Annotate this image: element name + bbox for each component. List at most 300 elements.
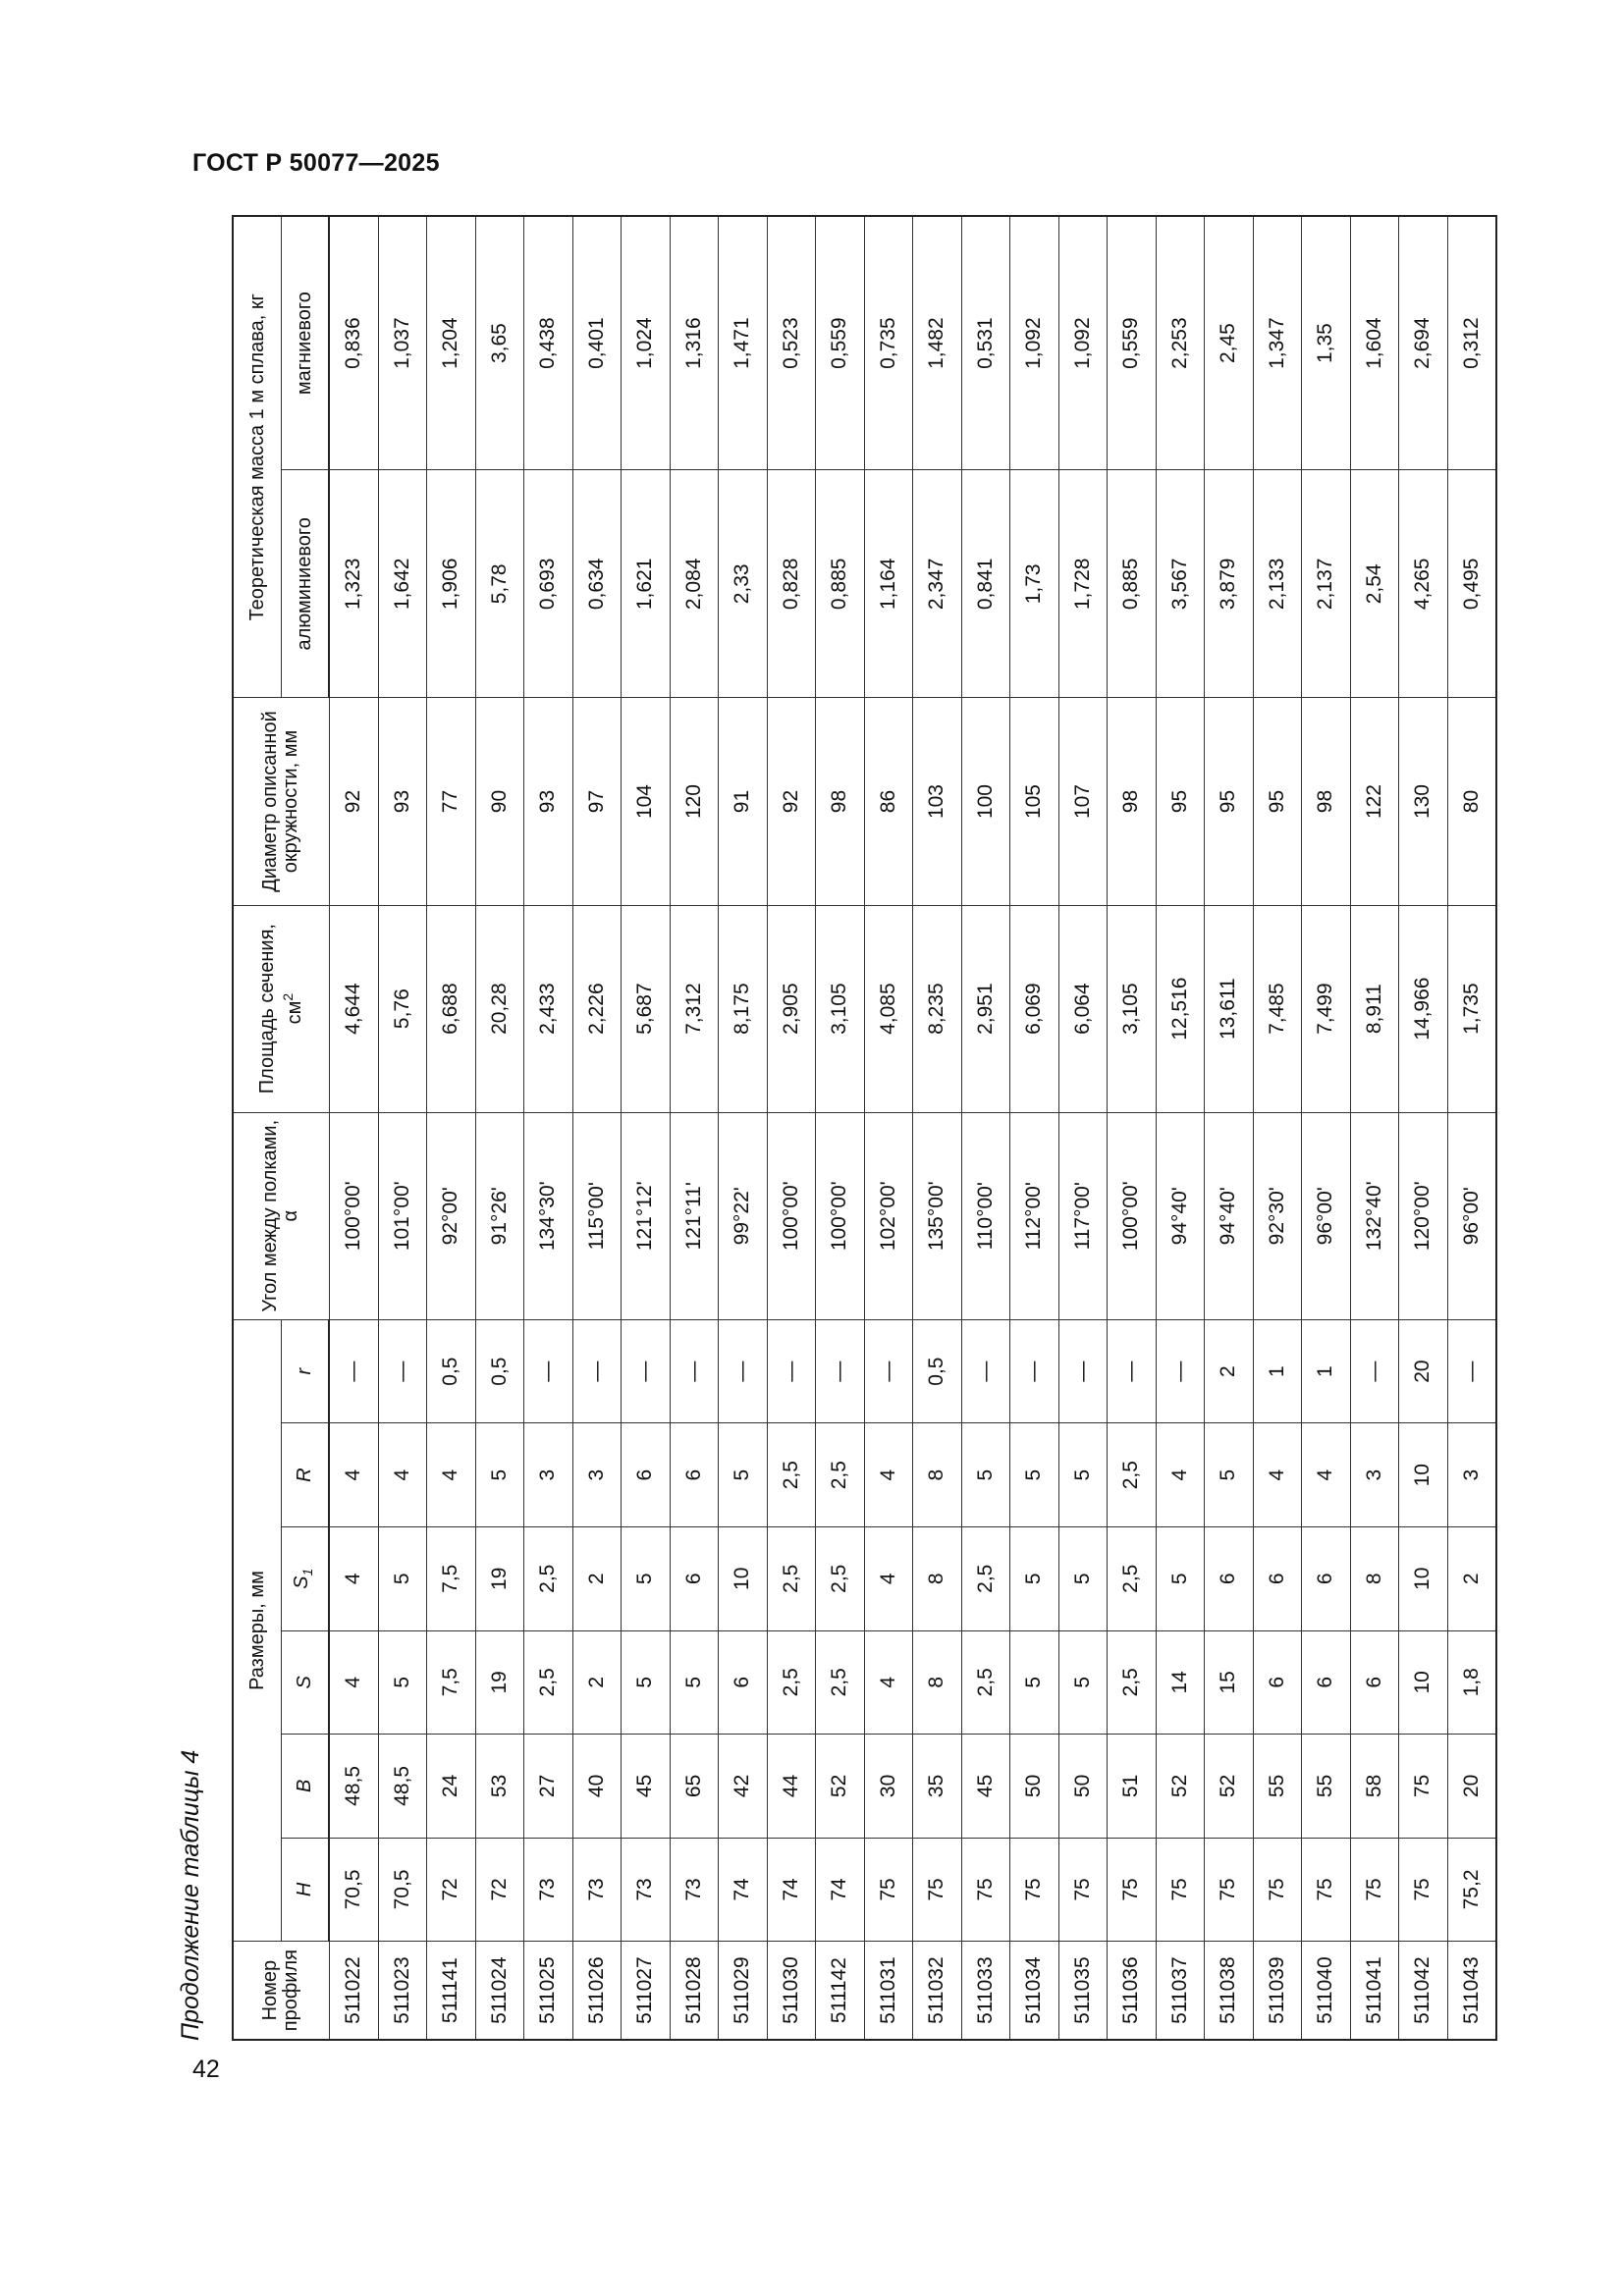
cell-magnesium: 1,35	[1302, 216, 1351, 470]
cell-small-r: —	[378, 1319, 427, 1423]
cell-magnesium: 0,312	[1447, 216, 1496, 470]
cell-magnesium: 0,523	[767, 216, 816, 470]
cell-h: 75	[1205, 1838, 1254, 1942]
cell-b: 48,5	[378, 1735, 427, 1839]
cell-angle: 102°00'	[864, 1112, 913, 1319]
cell-big-r: 2,5	[1108, 1423, 1157, 1527]
table-row	[670, 216, 719, 2040]
cell-diameter: 120	[670, 698, 719, 905]
header-profile: Номер профиля	[233, 1942, 329, 2040]
cell-small-r: —	[1010, 1319, 1059, 1423]
cell-area: 6,064	[1058, 905, 1108, 1112]
header-s1-base: S	[291, 1575, 312, 1589]
cell-profile: 511030	[767, 1942, 816, 2040]
cell-small-r: —	[767, 1319, 816, 1423]
cell-diameter: 107	[1058, 698, 1108, 905]
cell-magnesium: 0,531	[961, 216, 1010, 470]
cell-h: 75	[1399, 1838, 1448, 1942]
cell-h: 75	[1058, 1838, 1108, 1942]
cell-magnesium: 2,45	[1205, 216, 1254, 470]
cell-small-r: 1	[1302, 1319, 1351, 1423]
cell-big-r: 6	[670, 1423, 719, 1527]
table-row	[719, 216, 768, 2040]
header-h: H	[282, 1838, 330, 1942]
cell-s1: 2	[572, 1526, 622, 1630]
table-body	[329, 216, 1496, 2040]
cell-angle: 101°00'	[378, 1112, 427, 1319]
cell-s1: 2,5	[767, 1526, 816, 1630]
cell-profile: 511024	[475, 1942, 524, 2040]
cell-profile: 511141	[427, 1942, 476, 2040]
cell-profile: 511041	[1350, 1942, 1399, 2040]
table-row	[816, 216, 865, 2040]
cell-s1: 10	[719, 1526, 768, 1630]
cell-s1: 4	[329, 1526, 378, 1630]
cell-diameter: 104	[622, 698, 671, 905]
cell-diameter: 100	[961, 698, 1010, 905]
cell-area: 6,069	[1010, 905, 1059, 1112]
cell-small-r: —	[719, 1319, 768, 1423]
cell-big-r: 4	[329, 1423, 378, 1527]
cell-area: 5,76	[378, 905, 427, 1112]
cell-diameter: 95	[1205, 698, 1254, 905]
cell-s: 2,5	[816, 1630, 865, 1735]
cell-diameter: 92	[767, 698, 816, 905]
cell-b: 52	[1205, 1735, 1254, 1839]
cell-s: 8	[913, 1630, 962, 1735]
cell-s: 4	[864, 1630, 913, 1735]
cell-diameter: 90	[475, 698, 524, 905]
cell-big-r: 6	[622, 1423, 671, 1527]
cell-aluminum: 0,841	[961, 470, 1010, 698]
cell-angle: 134°30'	[524, 1112, 573, 1319]
cell-h: 75	[1010, 1838, 1059, 1942]
cell-diameter: 105	[1010, 698, 1059, 905]
cell-h: 73	[622, 1838, 671, 1942]
cell-diameter: 77	[427, 698, 476, 905]
cell-big-r: 3	[1350, 1423, 1399, 1527]
table-row	[1302, 216, 1351, 2040]
cell-area: 5,687	[622, 905, 671, 1112]
cell-h: 74	[767, 1838, 816, 1942]
cell-small-r: —	[572, 1319, 622, 1423]
cell-small-r: —	[1108, 1319, 1157, 1423]
cell-s1: 6	[1205, 1526, 1254, 1630]
cell-magnesium: 1,347	[1253, 216, 1302, 470]
cell-profile: 511027	[622, 1942, 671, 2040]
cell-s: 6	[1253, 1630, 1302, 1735]
cell-profile: 511043	[1447, 1942, 1496, 2040]
cell-s: 6	[1302, 1630, 1351, 1735]
cell-diameter: 93	[378, 698, 427, 905]
table-row	[1253, 216, 1302, 2040]
cell-angle: 92°00'	[427, 1112, 476, 1319]
cell-diameter: 91	[719, 698, 768, 905]
cell-aluminum: 0,693	[524, 470, 573, 698]
cell-diameter: 93	[524, 698, 573, 905]
cell-magnesium: 0,559	[816, 216, 865, 470]
cell-diameter: 80	[1447, 698, 1496, 905]
cell-b: 52	[1156, 1735, 1205, 1839]
cell-s1: 5	[1058, 1526, 1108, 1630]
cell-s: 6	[719, 1630, 768, 1735]
cell-angle: 132°40'	[1350, 1112, 1399, 1319]
cell-area: 20,28	[475, 905, 524, 1112]
cell-s1: 5	[378, 1526, 427, 1630]
table-row	[1447, 216, 1496, 2040]
cell-s1: 2,5	[524, 1526, 573, 1630]
cell-small-r: —	[961, 1319, 1010, 1423]
cell-magnesium: 2,253	[1156, 216, 1205, 470]
cell-s1: 8	[913, 1526, 962, 1630]
header-mass: Теоретическая масса 1 м сплава, кг	[233, 216, 282, 698]
cell-magnesium: 1,604	[1350, 216, 1399, 470]
cell-big-r: 4	[1253, 1423, 1302, 1527]
page-number: 42	[192, 2056, 220, 2083]
cell-aluminum: 2,137	[1302, 470, 1351, 698]
table-row	[913, 216, 962, 2040]
cell-aluminum: 1,164	[864, 470, 913, 698]
cell-magnesium: 0,401	[572, 216, 622, 470]
cell-h: 75	[1350, 1838, 1399, 1942]
cell-small-r: —	[1447, 1319, 1496, 1423]
cell-diameter: 122	[1350, 698, 1399, 905]
table-row	[378, 216, 427, 2040]
cell-s: 2,5	[961, 1630, 1010, 1735]
table-row	[1399, 216, 1448, 2040]
cell-area: 8,235	[913, 905, 962, 1112]
table-row	[1058, 216, 1108, 2040]
cell-small-r: —	[1156, 1319, 1205, 1423]
cell-magnesium: 1,092	[1058, 216, 1108, 470]
cell-aluminum: 3,879	[1205, 470, 1254, 698]
cell-s1: 4	[864, 1526, 913, 1630]
cell-profile: 511031	[864, 1942, 913, 2040]
cell-profile: 511036	[1108, 1942, 1157, 2040]
cell-big-r: 4	[427, 1423, 476, 1527]
cell-s: 7,5	[427, 1630, 476, 1735]
cell-profile: 511029	[719, 1942, 768, 2040]
cell-diameter: 98	[1302, 698, 1351, 905]
cell-s1: 7,5	[427, 1526, 476, 1630]
table-row	[961, 216, 1010, 2040]
cell-big-r: 5	[1010, 1423, 1059, 1527]
cell-aluminum: 0,634	[572, 470, 622, 698]
cell-h: 75	[961, 1838, 1010, 1942]
cell-s: 19	[475, 1630, 524, 1735]
cell-profile: 511023	[378, 1942, 427, 2040]
header-area	[233, 905, 329, 1112]
cell-h: 75	[1302, 1838, 1351, 1942]
cell-angle: 91°26'	[475, 1112, 524, 1319]
cell-area: 2,905	[767, 905, 816, 1112]
cell-aluminum: 5,78	[475, 470, 524, 698]
cell-small-r: 0,5	[427, 1319, 476, 1423]
cell-s1: 2,5	[961, 1526, 1010, 1630]
cell-small-r: 1	[1253, 1319, 1302, 1423]
cell-area: 12,516	[1156, 905, 1205, 1112]
cell-area: 6,688	[427, 905, 476, 1112]
cell-area: 2,433	[524, 905, 573, 1112]
cell-aluminum: 2,347	[913, 470, 962, 698]
header-small-r: r	[282, 1319, 330, 1423]
cell-area: 3,105	[1108, 905, 1157, 1112]
cell-small-r: —	[622, 1319, 671, 1423]
cell-angle: 94°40'	[1156, 1112, 1205, 1319]
cell-area: 4,085	[864, 905, 913, 1112]
cell-profile: 511032	[913, 1942, 962, 2040]
cell-h: 72	[475, 1838, 524, 1942]
cell-angle: 100°00'	[816, 1112, 865, 1319]
cell-s: 4	[329, 1630, 378, 1735]
header-row-1	[233, 216, 282, 2040]
cell-b: 65	[670, 1735, 719, 1839]
cell-diameter: 130	[1399, 698, 1448, 905]
cell-s1: 19	[475, 1526, 524, 1630]
cell-area: 14,966	[1399, 905, 1448, 1112]
table-row	[1010, 216, 1059, 2040]
cell-profile: 511035	[1058, 1942, 1108, 2040]
cell-area: 7,485	[1253, 905, 1302, 1112]
table-caption: Продолжение таблицы 4	[177, 1749, 204, 2041]
cell-h: 73	[670, 1838, 719, 1942]
cell-diameter: 95	[1253, 698, 1302, 905]
cell-magnesium: 3,65	[475, 216, 524, 470]
cell-h: 75	[913, 1838, 962, 1942]
cell-s: 5	[1010, 1630, 1059, 1735]
header-b: B	[282, 1735, 330, 1839]
cell-diameter: 97	[572, 698, 622, 905]
cell-aluminum: 2,54	[1350, 470, 1399, 698]
cell-angle: 117°00'	[1058, 1112, 1108, 1319]
cell-magnesium: 1,316	[670, 216, 719, 470]
cell-aluminum: 2,133	[1253, 470, 1302, 698]
table-row	[864, 216, 913, 2040]
standard-code: ГОСТ Р 50077—2025	[192, 149, 440, 177]
cell-s: 5	[378, 1630, 427, 1735]
cell-magnesium: 0,836	[329, 216, 378, 470]
cell-small-r: —	[864, 1319, 913, 1423]
cell-profile: 511040	[1302, 1942, 1351, 2040]
cell-b: 40	[572, 1735, 622, 1839]
table-row	[1205, 216, 1254, 2040]
cell-magnesium: 1,471	[719, 216, 768, 470]
cell-area: 8,175	[719, 905, 768, 1112]
cell-b: 42	[719, 1735, 768, 1839]
cell-angle: 99°22'	[719, 1112, 768, 1319]
cell-aluminum: 1,323	[329, 470, 378, 698]
cell-b: 30	[864, 1735, 913, 1839]
cell-s1: 6	[670, 1526, 719, 1630]
table-row	[622, 216, 671, 2040]
cell-profile: 511039	[1253, 1942, 1302, 2040]
cell-aluminum: 3,567	[1156, 470, 1205, 698]
cell-profile: 511026	[572, 1942, 622, 2040]
table-row	[329, 216, 378, 2040]
cell-s1: 5	[1156, 1526, 1205, 1630]
cell-aluminum: 0,828	[767, 470, 816, 698]
cell-h: 75,2	[1447, 1838, 1496, 1942]
cell-b: 50	[1058, 1735, 1108, 1839]
cell-h: 73	[524, 1838, 573, 1942]
cell-s1: 6	[1253, 1526, 1302, 1630]
header-area-superscript: 2	[279, 992, 296, 1001]
cell-h: 75	[1253, 1838, 1302, 1942]
cell-angle: 135°00'	[913, 1112, 962, 1319]
cell-profile: 511042	[1399, 1942, 1448, 2040]
cell-magnesium: 1,024	[622, 216, 671, 470]
header-s1-subscript: 1	[299, 1568, 315, 1576]
cell-b: 24	[427, 1735, 476, 1839]
cell-b: 55	[1253, 1735, 1302, 1839]
cell-s: 10	[1399, 1630, 1448, 1735]
cell-profile: 511038	[1205, 1942, 1254, 2040]
cell-b: 45	[961, 1735, 1010, 1839]
cell-s1: 8	[1350, 1526, 1399, 1630]
header-big-r: R	[282, 1423, 330, 1527]
cell-big-r: 10	[1399, 1423, 1448, 1527]
cell-area: 1,735	[1447, 905, 1496, 1112]
cell-big-r: 5	[719, 1423, 768, 1527]
cell-s: 14	[1156, 1630, 1205, 1735]
cell-s1: 2,5	[816, 1526, 865, 1630]
cell-big-r: 4	[378, 1423, 427, 1527]
cell-s: 5	[1058, 1630, 1108, 1735]
cell-aluminum: 1,73	[1010, 470, 1059, 698]
cell-aluminum: 1,728	[1058, 470, 1108, 698]
cell-big-r: 5	[1205, 1423, 1254, 1527]
cell-b: 35	[913, 1735, 962, 1839]
cell-big-r: 4	[864, 1423, 913, 1527]
cell-small-r: —	[524, 1319, 573, 1423]
cell-area: 7,499	[1302, 905, 1351, 1112]
cell-aluminum: 0,885	[816, 470, 865, 698]
table-row	[1156, 216, 1205, 2040]
cell-diameter: 86	[864, 698, 913, 905]
cell-b: 75	[1399, 1735, 1448, 1839]
cell-diameter: 98	[1108, 698, 1157, 905]
cell-b: 45	[622, 1735, 671, 1839]
cell-small-r: 0,5	[913, 1319, 962, 1423]
cell-angle: 120°00'	[1399, 1112, 1448, 1319]
header-dimensions: Размеры, мм	[233, 1319, 282, 1941]
table-row	[1108, 216, 1157, 2040]
cell-angle: 92°30'	[1253, 1112, 1302, 1319]
cell-aluminum: 0,495	[1447, 470, 1496, 698]
cell-aluminum: 0,885	[1108, 470, 1157, 698]
header-magnesium: магниевого	[282, 216, 330, 470]
cell-s: 5	[622, 1630, 671, 1735]
header-area-text: Площадь сечения, см	[255, 924, 305, 1095]
cell-profile: 511034	[1010, 1942, 1059, 2040]
cell-angle: 100°00'	[767, 1112, 816, 1319]
cell-profile: 511037	[1156, 1942, 1205, 2040]
cell-s: 2,5	[767, 1630, 816, 1735]
cell-big-r: 2,5	[767, 1423, 816, 1527]
cell-big-r: 3	[572, 1423, 622, 1527]
cell-magnesium: 1,204	[427, 216, 476, 470]
cell-big-r: 4	[1302, 1423, 1351, 1527]
cell-b: 44	[767, 1735, 816, 1839]
cell-magnesium: 1,482	[913, 216, 962, 470]
cell-small-r: 20	[1399, 1319, 1448, 1423]
cell-aluminum: 1,642	[378, 470, 427, 698]
header-angle: Угол между полками, α	[233, 1112, 329, 1319]
cell-small-r: 0,5	[475, 1319, 524, 1423]
table-row	[572, 216, 622, 2040]
cell-area: 3,105	[816, 905, 865, 1112]
cell-area: 13,611	[1205, 905, 1254, 1112]
cell-area: 2,951	[961, 905, 1010, 1112]
cell-magnesium: 1,037	[378, 216, 427, 470]
cell-small-r: —	[816, 1319, 865, 1423]
cell-h: 75	[1156, 1838, 1205, 1942]
cell-profile: 511033	[961, 1942, 1010, 2040]
cell-s1: 6	[1302, 1526, 1351, 1630]
cell-big-r: 4	[1156, 1423, 1205, 1527]
cell-angle: 121°11'	[670, 1112, 719, 1319]
cell-magnesium: 1,092	[1010, 216, 1059, 470]
cell-h: 72	[427, 1838, 476, 1942]
cell-diameter: 92	[329, 698, 378, 905]
cell-magnesium: 0,559	[1108, 216, 1157, 470]
cell-s: 5	[670, 1630, 719, 1735]
cell-area: 7,312	[670, 905, 719, 1112]
cell-big-r: 3	[1447, 1423, 1496, 1527]
cell-big-r: 2,5	[816, 1423, 865, 1527]
header-diameter: Диаметр описанной окружности, мм	[233, 698, 329, 905]
cell-aluminum: 2,33	[719, 470, 768, 698]
cell-big-r: 5	[1058, 1423, 1108, 1527]
cell-b: 55	[1302, 1735, 1351, 1839]
cell-magnesium: 2,694	[1399, 216, 1448, 470]
table-row	[475, 216, 524, 2040]
cell-small-r: —	[1350, 1319, 1399, 1423]
cell-diameter: 103	[913, 698, 962, 905]
cell-big-r: 5	[961, 1423, 1010, 1527]
cell-angle: 110°00'	[961, 1112, 1010, 1319]
cell-big-r: 5	[475, 1423, 524, 1527]
cell-angle: 96°00'	[1302, 1112, 1351, 1319]
table-row	[524, 216, 573, 2040]
cell-h: 70,5	[329, 1838, 378, 1942]
cell-h: 70,5	[378, 1838, 427, 1942]
cell-b: 51	[1108, 1735, 1157, 1839]
cell-big-r: 8	[913, 1423, 962, 1527]
cell-b: 58	[1350, 1735, 1399, 1839]
cell-s1: 5	[622, 1526, 671, 1630]
cell-b: 48,5	[329, 1735, 378, 1839]
cell-big-r: 3	[524, 1423, 573, 1527]
cell-angle: 100°00'	[329, 1112, 378, 1319]
cell-b: 50	[1010, 1735, 1059, 1839]
cell-s: 6	[1350, 1630, 1399, 1735]
cell-s1: 2	[1447, 1526, 1496, 1630]
profile-table	[232, 215, 1497, 2041]
cell-h: 73	[572, 1838, 622, 1942]
cell-s: 15	[1205, 1630, 1254, 1735]
table-row	[767, 216, 816, 2040]
cell-angle: 100°00'	[1108, 1112, 1157, 1319]
cell-angle: 112°00'	[1010, 1112, 1059, 1319]
cell-diameter: 95	[1156, 698, 1205, 905]
cell-angle: 115°00'	[572, 1112, 622, 1319]
cell-small-r: 2	[1205, 1319, 1254, 1423]
table-row	[427, 216, 476, 2040]
cell-profile: 511028	[670, 1942, 719, 2040]
cell-small-r: —	[329, 1319, 378, 1423]
rotated-table-block	[177, 215, 1483, 2041]
